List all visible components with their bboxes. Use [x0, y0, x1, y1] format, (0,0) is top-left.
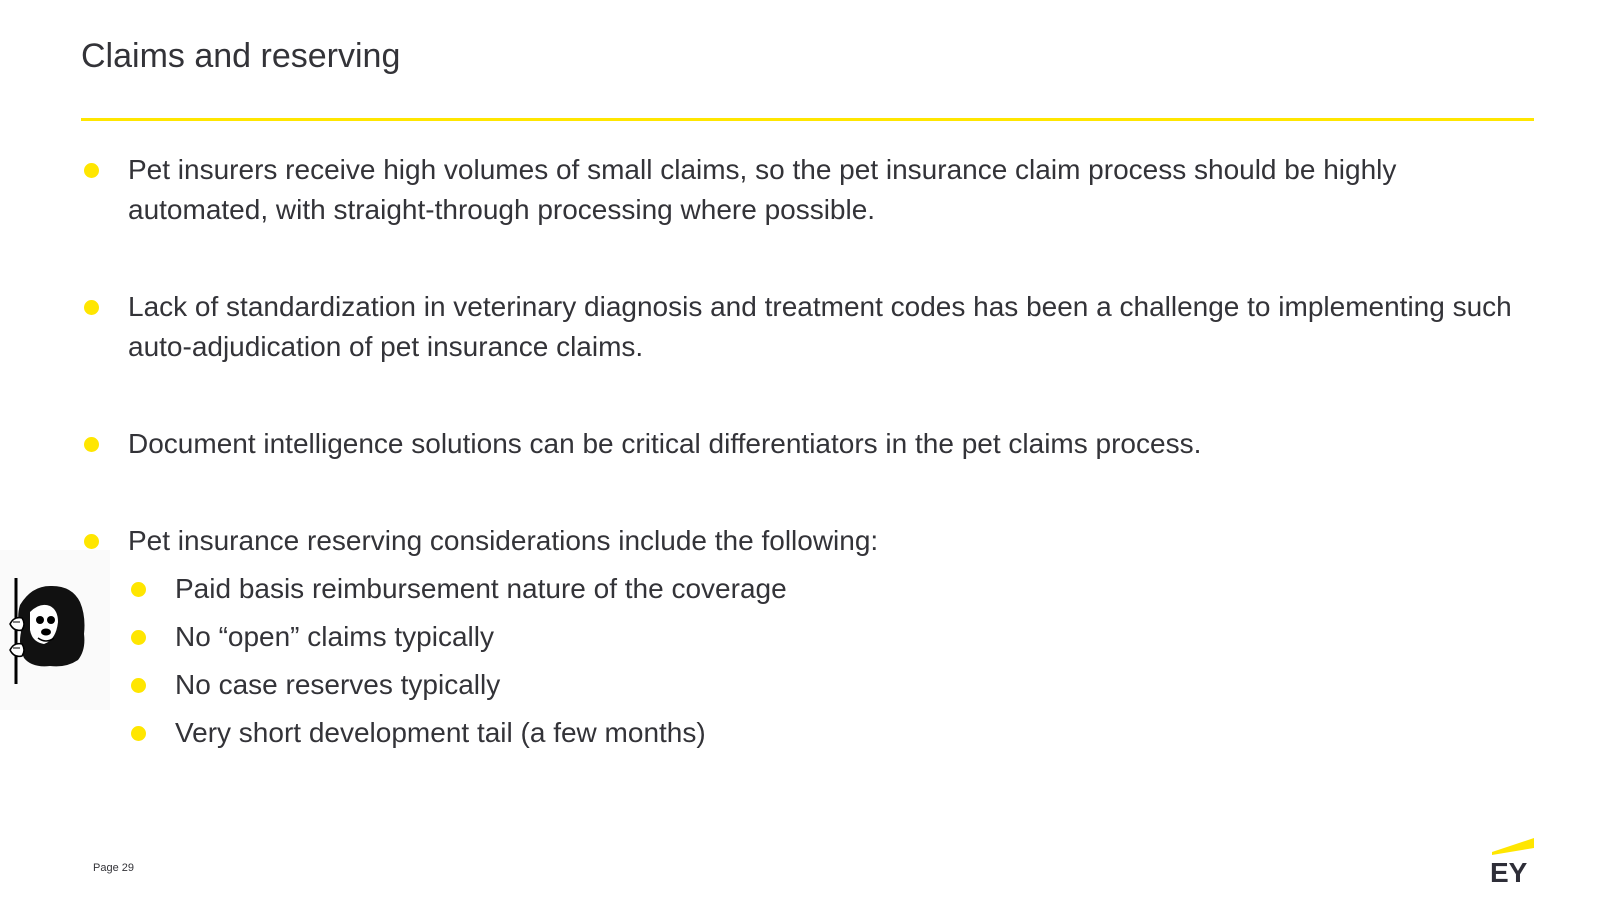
bullet-dot-icon — [84, 437, 99, 452]
bullet-text: Pet insurers receive high volumes of small claims, so the pet insurance claim process should be highly automated, with straight-through processing where possible. — [128, 154, 1397, 225]
bullet-dot-icon — [84, 163, 99, 178]
bullet-item — [81, 150, 1521, 230]
bullet-item — [81, 287, 1521, 367]
title-divider — [81, 118, 1534, 121]
sub-bullet-item — [128, 665, 1521, 705]
bullet-dot-icon — [131, 630, 146, 645]
sub-bullet-item — [128, 569, 1521, 609]
ey-logo-icon — [1490, 836, 1536, 886]
bullet-dot-icon — [131, 678, 146, 693]
bullet-list — [81, 150, 1521, 761]
sub-bullet-list — [128, 569, 1521, 753]
sub-bullet-text: No “open” claims typically — [175, 621, 494, 652]
sub-bullet-item — [128, 617, 1521, 657]
slide-title: Claims and reserving — [81, 37, 401, 75]
sub-bullet-text: No case reserves typically — [175, 669, 501, 700]
bullet-dot-icon — [131, 582, 146, 597]
bullet-text: Document intelligence solutions can be critical differentiators in the pet claims process. — [128, 428, 1202, 459]
bullet-dot-icon — [84, 534, 99, 549]
bullet-item — [81, 521, 1521, 753]
sub-bullet-text: Very short development tail (a few months) — [175, 717, 706, 748]
sub-bullet-text: Paid basis reimbursement nature of the coverage — [175, 573, 787, 604]
ey-logo-text: EY — [1490, 857, 1528, 886]
sub-bullet-item — [128, 713, 1521, 753]
bullet-dot-icon — [84, 300, 99, 315]
bullet-text: Pet insurance reserving considerations include the following: — [128, 525, 879, 556]
bullet-dot-icon — [131, 726, 146, 741]
bullet-item — [81, 424, 1521, 464]
page-number: Page 29 — [93, 862, 134, 874]
bullet-text: Lack of standardization in veterinary diagnosis and treatment codes has been a challenge to implementing such auto-adjudication of pet insurance claims. — [128, 291, 1512, 362]
peeking-dog-illustration — [0, 550, 110, 710]
